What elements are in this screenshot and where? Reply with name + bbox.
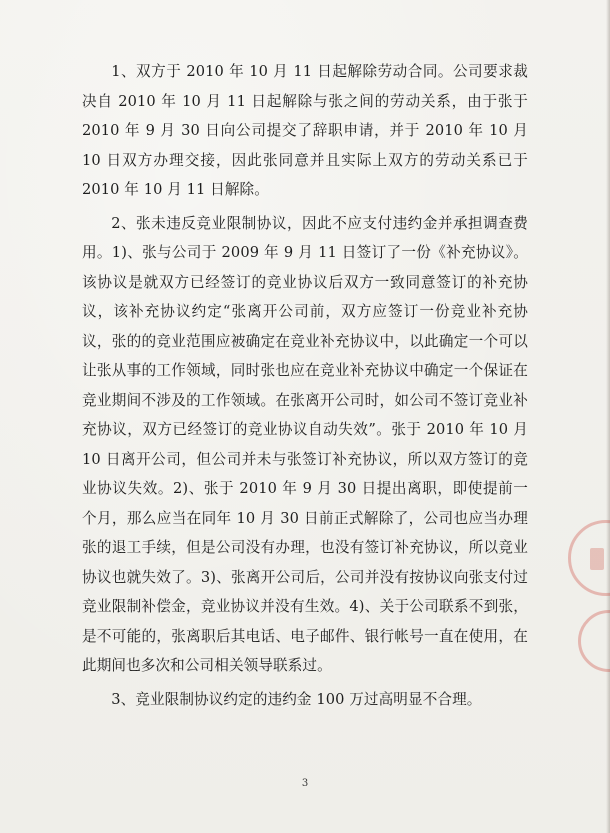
paragraph-2: 2、张未违反竞业限制协议，因此不应支付违约金并承担调查费用。1)、张与公司于 2009 年 9 月 11 日签订了一份《补充协议》。该协议是就双方已经签订的竞业协议后双方一致同意签订的补充协议，该补充协议约定“张离开公司前，双方应签订一份竞业补充协议，张的的竞业范围应被确定在竞业补充协议中，以此确定一个可以让张从事的工作领域，同时张也应在竞业补充协议中确定一个保证在竞业期间不涉及的工作领域。在张离开公司时，如公司不签订竞业补充协议，双方已经签订的竞业协议自动失效”。张于 2010 年 10 月 10 日离开公司，但公司并未与张签订补充协议，所以双方签订的竞业协议失效。2)、张于 2010 年 9 月 30 日提出离职，即使提前一个月，那么应当在同年 10 月 30 日前正式解除了，公司也应当办理张的退工手续，但是公司没有办理，也没有签订补充协议，所以竞业协议也就失效了。3)、张离开公司后，公司并没有按协议向张支付过竞业限制补偿金，竞业协议并没有生效。4)、关于公司联系不到张，是不可能的，张离职后其电话、电子邮件、银行帐号一直在使用，在此期间也多次和公司相关领导联系过。 xyxy=(82,214,528,674)
paragraph-3: 3、竞业限制协议约定的违约金 100 万过高明显不合理。 xyxy=(111,690,482,708)
red-seal-mark xyxy=(590,548,604,570)
document-body xyxy=(82,57,528,718)
red-seal-partial xyxy=(578,610,610,672)
page-number: 3 xyxy=(301,778,309,789)
paragraph-1: 1、双方于 2010 年 10 月 11 日起解除劳动合同。公司要求裁决自 2010 年 10 月 11 日起解除与张之间的劳动关系，由于张于 2010 年 9 月 30 日向公司提交了辞职申请，并于 2010 年 10 月 10 日双方办理交接，因此张同意并且实际上双方的劳动关系已于 2010 年 10 月 11 日解除。 xyxy=(82,63,528,198)
page-edge-shadow xyxy=(606,0,610,833)
